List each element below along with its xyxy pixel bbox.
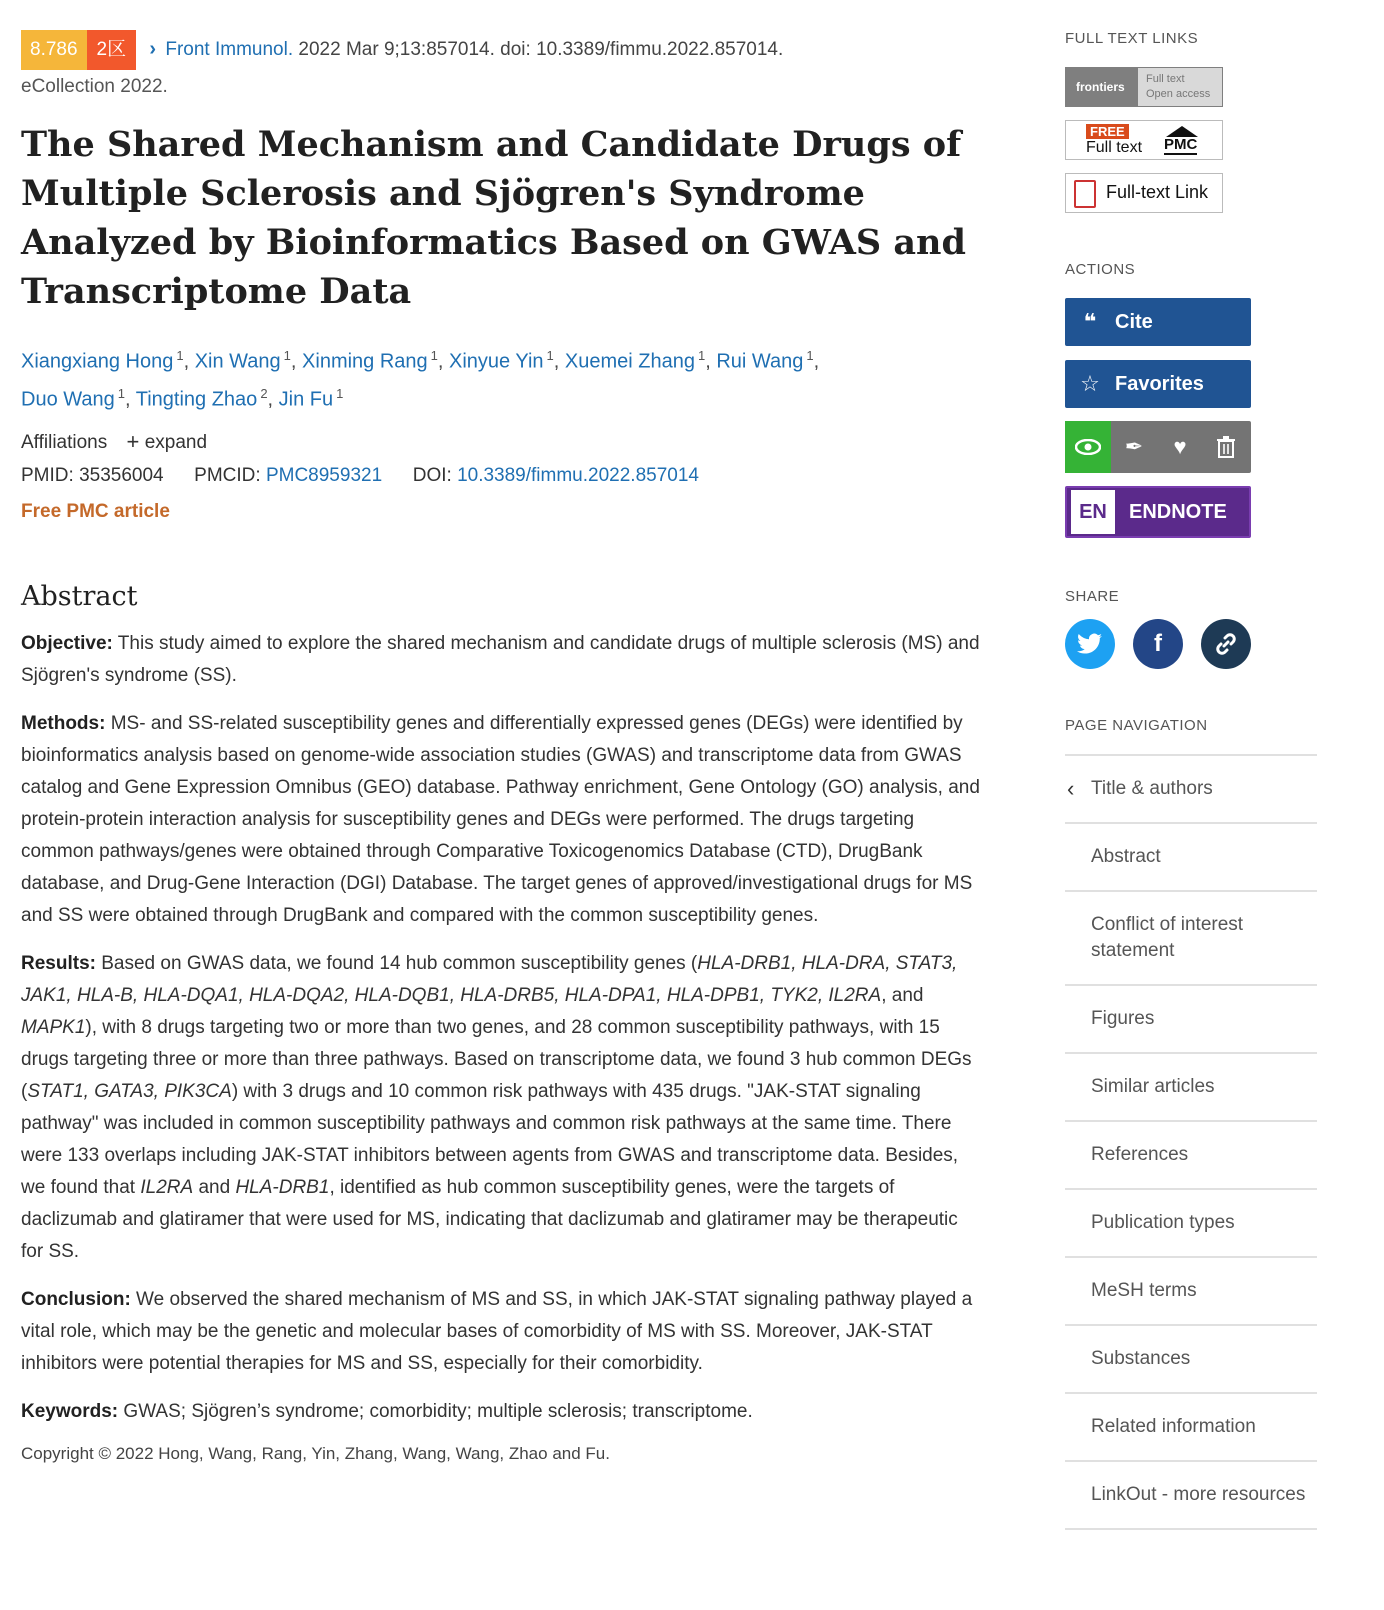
full-text-link-button[interactable] [1065,173,1223,213]
results-text: ), with 8 drugs targeting two or more than two genes, and 28 common susceptibility pathways, with 15 drugs targeting three or more than three pathways. Based on transcriptome data, we found 3 hub common DEGs ( [21,1017,972,1103]
eye-icon[interactable] [1065,421,1111,473]
favorites-button[interactable] [1065,360,1251,408]
pdf-icon [1074,180,1096,208]
article-main [21,30,1011,1464]
frontiers-access-text: Full text Open access [1138,68,1222,106]
author-link[interactable]: Duo Wang [21,388,115,411]
keywords-text: GWAS; Sjögren’s syndrome; comorbidity; multiple sclerosis; transcriptome. [118,1401,753,1423]
author-affiliation-ref[interactable]: 1 [117,385,125,401]
trash-icon[interactable] [1203,421,1249,473]
results-text: Based on GWAS data, we found 14 hub common susceptibility genes ( [95,953,698,975]
nav-item-substances[interactable]: Substances [1065,1326,1317,1394]
author-affiliation-ref[interactable]: 1 [176,348,184,363]
author-affiliation-ref[interactable]: 1 [283,348,291,363]
results-gene: IL2RA [140,1177,194,1199]
share-buttons [1065,619,1325,669]
author-affiliation-ref[interactable]: 1 [546,348,554,363]
star-icon: ☆ [1080,371,1100,396]
pmid-label: PMID: [21,465,80,487]
article-ids [21,465,1011,487]
frontiers-full-text-link[interactable] [1065,67,1223,107]
author-affiliation-ref[interactable]: 1 [806,348,814,363]
nav-item-publication-types[interactable]: Publication types [1065,1190,1317,1258]
results-label: Results: [21,953,96,975]
endnote-badge: EN [1071,490,1115,534]
results-text: , identified as hub common susceptibility genes, were the targets of daclizumab and glatiramer that were used for MS, indicating that daclizumab and glatiramer may be therapeutic for SS. [21,1177,958,1263]
abstract-heading: Abstract [21,581,138,613]
results-gene: HLA-DRB1 [235,1177,330,1199]
sidebar [1065,30,1325,1530]
results-text: , and [881,985,924,1007]
objective-label: Objective: [21,633,113,655]
abstract-results [21,948,981,1268]
nav-item-conflict-of-interest[interactable]: Conflict of interest statement [1065,892,1317,986]
plus-icon: + [126,429,140,455]
journal-badges [21,30,136,70]
pmc-free-tag: FREE [1086,124,1129,139]
keywords-label: Keywords: [21,1401,119,1423]
author-link[interactable]: Jin Fu [278,388,334,411]
author-affiliation-ref[interactable]: 2 [260,385,268,401]
author-affiliation-ref[interactable]: 1 [430,348,438,363]
author-link[interactable]: Xuemei Zhang [564,350,695,373]
pmid-value: 35356004 [79,465,164,487]
author-link[interactable]: Xinyue Yin [449,350,544,373]
abstract-objective [21,628,981,692]
cite-button[interactable] [1065,298,1251,346]
nav-item-references[interactable]: References [1065,1122,1317,1190]
full-text-link-label: Full-text Link [1106,182,1209,202]
nav-item-title-authors[interactable]: ‹ Title & authors [1065,756,1317,824]
results-gene-list: HLA-DRB1, HLA-DRA, STAT3, JAK1, HLA-B, HLA-DQA1, HLA-DQA2, HLA-DQB1, HLA-DRB5, HLA-DPA1, HLA-DPB1, TYK2, IL2RA [21,953,958,1007]
zone-badge: 2区 [87,30,137,70]
endnote-label: ENDNOTE [1129,500,1227,523]
author-link[interactable]: Xinming Rang [302,350,428,373]
impact-factor-badge: 8.786 [21,30,87,70]
author-affiliation-ref[interactable]: 1 [697,348,706,363]
actions-heading: ACTIONS [1065,261,1136,278]
pin-icon[interactable]: ✒ [1124,434,1144,459]
copyright-notice: Copyright © 2022 Hong, Wang, Rang, Yin, Zhang, Wang, Wang, Zhao and Fu. [21,1444,610,1464]
abstract-methods [21,708,981,932]
results-gene: MAPK1 [21,1017,86,1039]
author-link[interactable]: Tingting Zhao [135,388,258,411]
citation-line [21,30,1011,70]
citation-details: 2022 Mar 9;13:857014. doi: 10.3389/fimmu.2022.857014. [293,39,784,61]
frontiers-logo: frontiers [1076,80,1125,94]
abstract-conclusion [21,1284,981,1380]
author-link[interactable]: Xin Wang [194,350,281,373]
link-icon[interactable] [1201,619,1251,669]
author-list: Xiangxiang Hong $^1$, Xin Wang $^1$, Xinming Rang $^1$, Xinyue Yin $^1$, Xuemei Zhang $^1$, Rui Wang $^1$, Duo Wang $^1$, Tingting Zhao $^2$, Jin Fu $^1$ [21,348,820,411]
methods-label: Methods: [21,713,106,735]
pmc-logo: PMC [1164,136,1198,153]
doi-link[interactable]: 10.3389/fimmu.2022.857014 [457,465,699,487]
results-text: ) with 3 drugs and 10 common risk pathways with 435 drugs. "JAK-STAT signaling pathway" was included in common susceptibility pathways and common risk pathways at the same time. There were 133 overlaps including JAK-STAT inhibitors between agents from GWAS and transcriptome data. Besides, we found that [21,1081,959,1199]
quote-icon: ❝ [1083,309,1097,334]
facebook-icon[interactable]: f [1133,619,1183,669]
journal-link[interactable]: Front Immunol. [165,39,294,61]
nav-item-related-information[interactable]: Related information [1065,1394,1317,1462]
objective-text: This study aimed to explore the shared mechanism and candidate drugs of multiple sclerosis (MS) and Sjögren's syndrome (SS). [21,633,980,687]
expand-label: expand [144,432,208,454]
endnote-button[interactable] [1065,486,1251,538]
favorites-label: Favorites [1115,372,1204,395]
free-pmc-article-label: Free PMC article [21,501,170,523]
abstract-keywords [21,1396,981,1428]
nav-item-linkout[interactable]: LinkOut - more resources [1065,1462,1317,1530]
chevron-right-icon: › [149,38,157,61]
nav-item-similar-articles[interactable]: Similar articles [1065,1054,1317,1122]
chevron-left-icon: ‹ [1067,776,1075,801]
author-link[interactable]: Xiangxiang Hong [21,350,174,373]
heart-icon[interactable]: ♥ [1173,434,1187,459]
page-navigation [1065,754,1317,1530]
twitter-icon[interactable] [1065,619,1115,669]
author-affiliation-ref[interactable]: 1 [336,385,344,401]
affiliations-label: Affiliations [21,432,108,454]
tools-row [1065,421,1251,473]
nav-item-abstract[interactable]: Abstract [1065,824,1317,892]
share-heading: SHARE [1065,588,1120,605]
affiliations-toggle[interactable] [21,429,1011,455]
pmcid-label: PMCID: [194,465,266,487]
page-navigation-heading: PAGE NAVIGATION [1065,717,1208,734]
nav-item-mesh-terms[interactable]: MeSH terms [1065,1258,1317,1326]
results-text: and [193,1177,236,1199]
ecollection: eCollection 2022. [21,76,168,97]
article-title: The Shared Mechanism and Candidate Drugs of Multiple Sclerosis and Sjögren's Syndrome Analyzed by Bioinformatics Based on GWAS and Transcriptome Data [21,124,966,312]
conclusion-text: We observed the shared mechanism of MS and SS, in which JAK-STAT signaling pathway played a vital role, which may be the genetic and molecular bases of comorbidity of MS with SS. Moreover, JAK-STAT inhibitors were potential therapies for MS and SS, especially for their comorbidity. [21,1289,973,1375]
author-link[interactable]: Rui Wang [716,350,804,373]
results-deg-list: STAT1, GATA3, PIK3CA [27,1081,232,1103]
full-text-links-heading: FULL TEXT LINKS [1065,30,1199,47]
methods-text: MS- and SS-related susceptibility genes and differentially expressed genes (DEGs) were identified by bioinformatics analysis based on genome-wide association studies (GWAS) and transcriptome data from GWAS catalog and Gene Expression Omnibus (GEO) database. Pathway enrichment, Gene Ontology (GO) analysis, and protein-protein interaction analysis for susceptibility genes and DEGs were performed. The drugs targeting common pathways/genes were obtained through Comparative Toxicogenomics Database (CTD), DrugBank database, and Drug-Gene Interaction (DGI) Database. The target genes of approved/investigational drugs for MS and SS were obtained through DrugBank and compared with the common susceptibility genes. [21,713,980,927]
pmc-free-full-text-link[interactable] [1065,120,1223,160]
nav-item-figures[interactable]: Figures [1065,986,1317,1054]
pmc-full-text-label: Full text [1086,139,1143,156]
cite-label: Cite [1115,310,1153,333]
doi-label: DOI: [412,465,458,487]
pmcid-link[interactable]: PMC8959321 [265,465,383,487]
conclusion-label: Conclusion: [21,1289,131,1311]
